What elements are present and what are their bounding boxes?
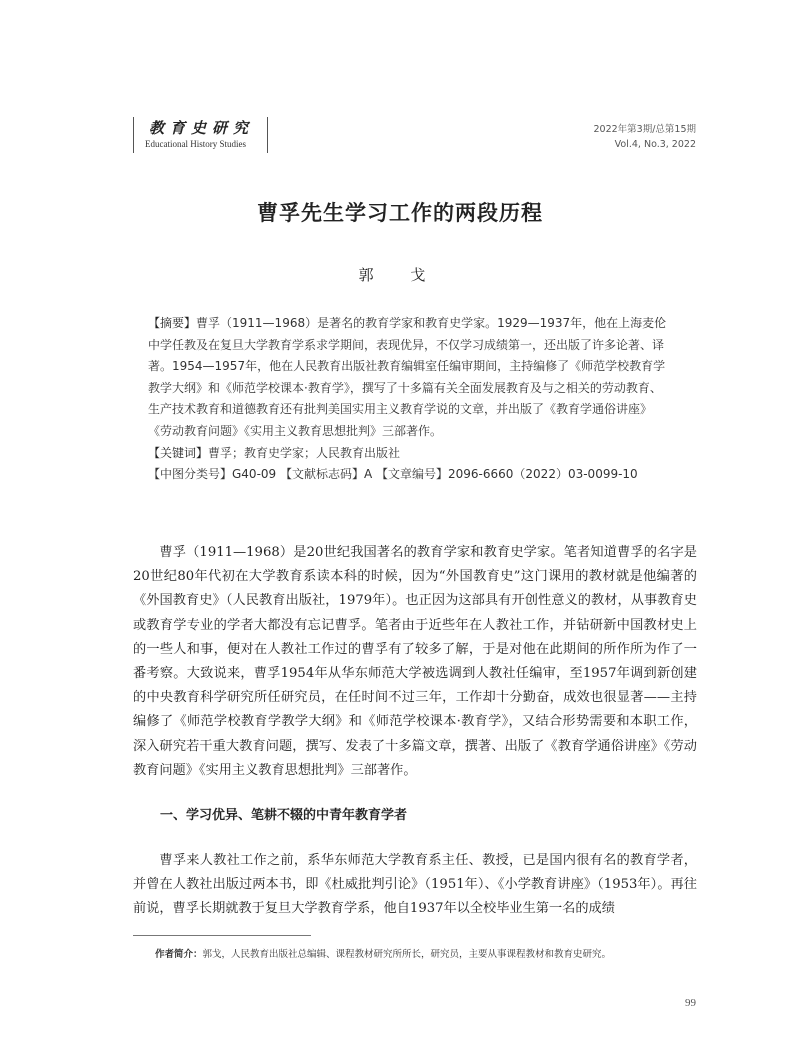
- journal-title-en: Educational History Studies: [145, 139, 246, 149]
- article-title: 曹孚先生学习工作的两段历程: [257, 201, 543, 225]
- body-paragraph: 曹孚（1911—1968）是20世纪我国著名的教育学家和教育史学家。笔者知道曹孚的名字是20世纪80年代初在大学教育系读本科的时候，因为“外国教育史”这门课用的教材就是他编著的《外国教育史》（人民教育出版社，1979年）。也正因为这部具有开创性意义的教材，从事教育史或教育学专业的学者大都没有忘记曹孚。笔者由于近些年在人教社工作，并钻研新中国教材史上的一些人和事，便对在人教社工作过的曹孚有了较多了解，于是对他在此期间的所作所为作了一番考察。大致说来，曹孚1954年从华东师范大学被选调到人教社任编审，至1957年调到新创建的中央教育科学研究所任研究员，在任时间不过三年，工作却十分勤奋，成效也很显著——主持编修了《师范学校教育学教学大纲》和《师范学校课本·教育学》，又结合形势需要和本职工作，深入研究若干重大教育问题，撰写、发表了十多篇文章，撰著、出版了《教育学通俗讲座》《劳动教育问题》《实用主义教育思想批判》三部著作。: [133, 545, 697, 778]
- keywords-line: [148, 443, 668, 465]
- abstract-label: 【摘要】: [148, 316, 197, 330]
- author-name: 郭 戈: [358, 266, 442, 284]
- body-section-intro: [133, 541, 697, 783]
- body-section-1: [133, 849, 697, 922]
- issue-line: 2022年第3期/总第15期: [593, 124, 696, 135]
- masthead-divider-left: [133, 117, 134, 153]
- volume-line: Vol.4, No.3, 2022: [614, 139, 696, 150]
- footnote-text: 郭戈，人民教育出版社总编辑、课程教材研究所所长，研究员，主要从事课程教材和教育史研究。: [202, 949, 612, 960]
- author-footnote: [155, 946, 715, 960]
- abstract-block: [148, 313, 668, 486]
- issue-info: [593, 122, 696, 152]
- keywords-text: 曹孚；教育史学家；人民教育出版社: [208, 445, 401, 460]
- abstract-text: 曹孚（1911—1968）是著名的教育学家和教育史学家。1929—1937年，他在上海麦伦中学任教及在复旦大学教育学系求学期间，表现优异，不仅学习成绩第一，还出版了许多论著、译著。1954—1957年，他在人民教育出版社教育编辑室任编审期间，主持编修了《师范学校教育学教学大纲》和《师范学校课本·教育学》，撰写了十多篇有关全面发展教育及与之相关的劳动教育、生产技术教育和道德教育还有批判美国实用主义教育学说的文章，并出版了《教育学通俗讲座》《劳动教育问题》《实用主义教育思想批判》三部著作。: [148, 316, 667, 438]
- footnote-divider: [133, 935, 311, 936]
- footnote-label: 作者简介：: [155, 949, 203, 960]
- page-number: 99: [685, 997, 696, 1009]
- classification-line: 【中图分类号】G40-09 【文献标志码】A 【文章编号】2096-6660（2022）03-0099-10: [148, 467, 638, 482]
- section-heading: 一、学习优异、笔耕不辍的中青年教育学者: [160, 808, 408, 823]
- keywords-label: 【关键词】: [148, 445, 209, 460]
- abstract-paragraph: [148, 313, 668, 443]
- journal-title-cn: 教育史研究: [149, 119, 255, 137]
- body-paragraph: 曹孚来人教社工作之前，系华东师范大学教育系主任、教授，已是国内很有名的教育学者，并曾在人教社出版过两本书，即《杜威批判引论》（1951年）、《小学教育讲座》（1953年）。再往前说，曹孚长期就教于复旦大学教育学系，他自1937年以全校毕业生第一名的成绩: [133, 853, 697, 917]
- masthead-divider-right: [267, 117, 268, 153]
